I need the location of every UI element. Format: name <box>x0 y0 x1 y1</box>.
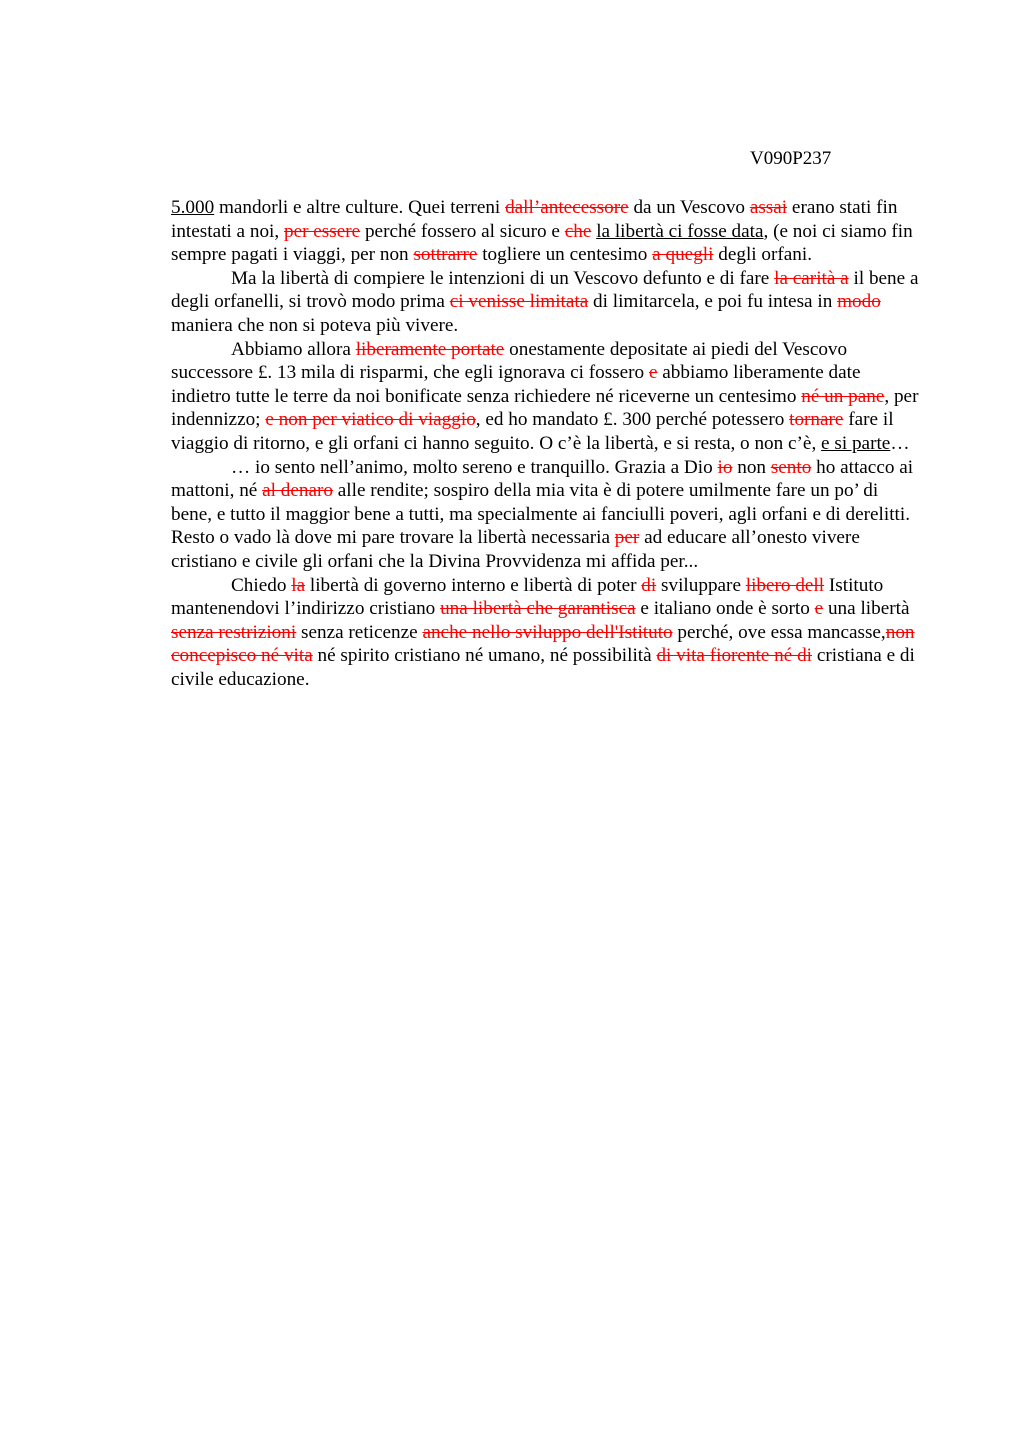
paragraph-2 <box>171 267 924 338</box>
deleted-text: e <box>814 598 824 620</box>
deleted-text: di <box>641 574 657 596</box>
text-segment: perché, ove essa mancasse, <box>672 621 886 643</box>
text-segment: perché fossero al sicuro e <box>360 220 565 242</box>
text-segment: e italiano onde è sorto <box>635 598 815 620</box>
text-segment: fare il viaggio di ritorno, e gli orfani ci hanno seguito. O c’è la libertà, e si resta, o non c’è, <box>171 409 894 454</box>
deleted-text: liberamente portate <box>355 338 505 360</box>
text-segment: onestamente depositate ai piedi del Vescovo successore £. 13 mila di risparmi, che egli ignorava ci fossero <box>171 338 848 384</box>
text-segment: ho attacco ai mattoni, né <box>171 456 914 502</box>
deleted-text: una libertà che garantisca <box>440 598 636 620</box>
text-segment: il bene a degli orfanelli, si trovò modo prima <box>171 267 919 313</box>
deleted-text: sottrarre <box>413 244 478 266</box>
deleted-text: modo <box>837 291 881 313</box>
deleted-text: dall’antecessore <box>505 197 629 218</box>
text-segment: senza reticenze <box>296 621 423 643</box>
text-segment: , ed ho mandato £. 300 perché potessero <box>475 409 790 431</box>
deleted-text: non concepisco né vita <box>171 621 915 667</box>
paragraph-3 <box>171 338 924 456</box>
deleted-text: al denaro <box>262 480 333 502</box>
text-segment: Chiedo <box>231 574 292 596</box>
text-segment: Abbiamo allora <box>231 338 356 360</box>
text-segment: abbiamo liberamente date indietro tutte le terre da noi bonificate senza richiedere né riceverne un centesimo <box>171 362 861 407</box>
text-segment: , per indennizzo; <box>171 385 919 431</box>
text-segment: togliere un centesimo <box>477 244 653 266</box>
deleted-text: anche nello sviluppo dell'Istituto <box>422 621 673 643</box>
text-segment: da un Vescovo <box>628 197 750 218</box>
underlined-text: e si parte <box>821 432 891 454</box>
deleted-text: assai <box>749 197 788 218</box>
paragraph-5 <box>171 574 924 692</box>
deleted-text: io <box>717 456 733 478</box>
text-segment: Istituto mantenendovi l’indirizzo cristiano <box>171 574 884 620</box>
deleted-text: la <box>291 574 306 596</box>
text-segment: una libertà <box>823 598 910 620</box>
text-segment: né spirito cristiano né umano, né possibilità <box>312 645 657 667</box>
text-segment: non <box>732 456 771 478</box>
deleted-text: a quegli <box>652 244 714 266</box>
text-segment: cristiana e di civile educazione. <box>171 645 915 690</box>
deleted-text: sento <box>770 456 812 478</box>
text-segment: alle rendite; sospiro della mia vita è di potere umilmente fare un po’ di bene, e tutto il maggior bene a tutti, ma specialmente ai fanciulli poveri, agli orfani e di derelitti. Resto o vado là dove mi pare trovare la libertà necessaria <box>171 480 910 549</box>
text-segment: libertà di governo interno e libertà di poter <box>305 574 642 596</box>
deleted-text: e non per viatico di viaggio <box>265 409 476 431</box>
paragraph-1 <box>171 196 924 267</box>
deleted-text: di vita fiorente né di <box>656 645 813 667</box>
deleted-text: tornare <box>789 409 844 431</box>
text-segment: mandorli e altre culture. Quei terreni <box>214 197 506 218</box>
text-segment: sviluppare <box>656 574 746 596</box>
deleted-text: né un pane <box>801 385 885 407</box>
deleted-text: per <box>614 527 640 549</box>
deleted-text: e <box>648 362 658 384</box>
underlined-text: la libertà ci fosse data <box>596 220 764 242</box>
deleted-text: ci venisse limitata <box>449 291 589 313</box>
deleted-text: per essere <box>283 220 361 242</box>
text-segment: … io sento nell’animo, molto sereno e tranquillo. Grazia a Dio <box>231 456 718 478</box>
text-segment: degli orfani. <box>713 244 813 266</box>
text-segment: erano stati fin intestati a noi, <box>171 197 898 242</box>
text-segment: … <box>890 432 910 454</box>
paragraph-4 <box>171 456 924 574</box>
deleted-text: la carità a <box>774 267 849 289</box>
text-segment: Ma la libertà di compiere le intenzioni di un Vescovo defunto e di fare <box>231 267 775 289</box>
text-segment: , (e noi ci siamo fin sempre pagati i viaggi, per non <box>171 220 913 266</box>
underlined-text: 5.000 <box>171 197 215 218</box>
deleted-text: che <box>564 220 592 242</box>
text-segment: maniera che non si poteva più vivere. <box>171 314 459 336</box>
page-code: V090P237 <box>750 148 832 169</box>
text-segment: ad educare all’onesto vivere cristiano e civile gli orfani che la Divina Provvidenza mi affida per... <box>171 527 860 572</box>
deleted-text: libero dell <box>745 574 825 596</box>
letter-body <box>171 196 924 691</box>
text-segment: di limitarcela, e poi fu intesa in <box>588 291 838 313</box>
deleted-text: senza restrizioni <box>171 621 297 643</box>
